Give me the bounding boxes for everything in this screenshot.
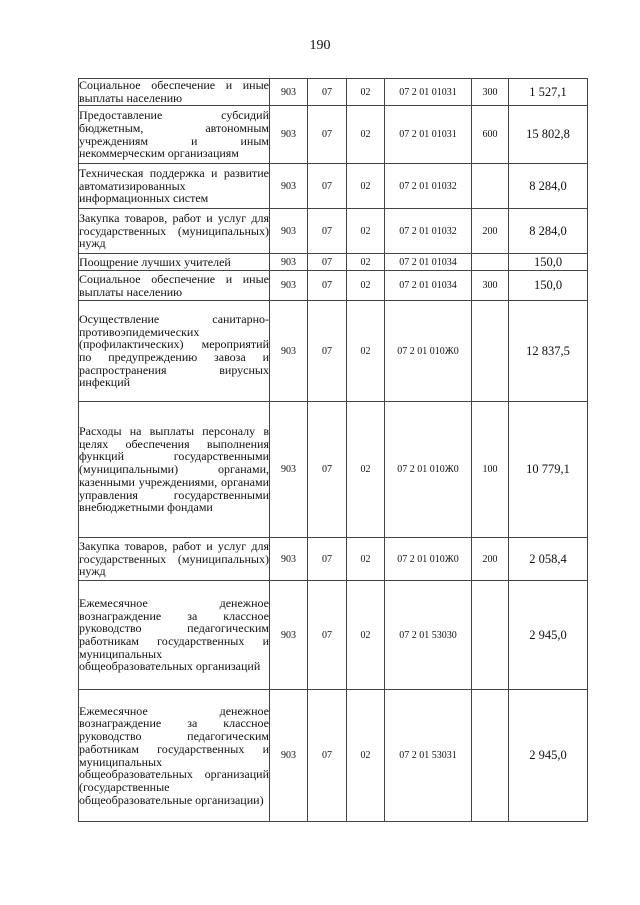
table-row <box>79 164 588 209</box>
amount: 2 945,0 <box>509 690 588 822</box>
section-code: 07 <box>308 106 347 164</box>
subsection-code: 02 <box>347 254 385 271</box>
subsection-code: 02 <box>347 402 385 538</box>
ministry-code: 903 <box>270 271 308 301</box>
subsection-code: 02 <box>347 209 385 254</box>
section-code: 07 <box>308 690 347 822</box>
expense-type-code: 300 <box>472 79 509 106</box>
ministry-code: 903 <box>270 106 308 164</box>
row-name: Расходы на выплаты персоналу в целях обеспечения выполнения функций государственными (муниципальными) органами, казенными учреждениями, органами управления государственными внебюджетными фондами <box>79 402 270 538</box>
row-name: Социальное обеспечение и иные выплаты населению <box>79 78 269 105</box>
ministry-code: 903 <box>270 254 308 271</box>
table-row <box>79 538 588 581</box>
amount: 150,0 <box>509 254 588 271</box>
subsection-code: 02 <box>347 271 385 301</box>
ministry-code: 903 <box>270 209 308 254</box>
expense-type-code: 300 <box>472 271 509 301</box>
subsection-code: 02 <box>347 538 385 581</box>
amount: 8 284,0 <box>509 164 588 209</box>
section-code: 07 <box>308 254 347 271</box>
table-row <box>79 690 588 822</box>
target-code: 07 2 01 01032 <box>385 164 472 209</box>
amount: 10 779,1 <box>509 402 588 538</box>
amount: 2 945,0 <box>509 581 588 690</box>
ministry-code: 903 <box>270 79 308 106</box>
ministry-code: 903 <box>270 164 308 209</box>
amount: 150,0 <box>509 271 588 301</box>
row-name: Закупка товаров, работ и услуг для государственных (муниципальных) нужд <box>79 209 270 254</box>
row-name: Техническая поддержка и развитие автоматизированных информационных систем <box>79 164 270 209</box>
target-code: 07 2 01 01031 <box>385 106 472 164</box>
section-code: 07 <box>308 271 347 301</box>
table-row <box>79 402 588 538</box>
table-row <box>79 581 588 690</box>
target-code: 07 2 01 01031 <box>385 79 472 106</box>
target-code: 07 2 01 53030 <box>385 581 472 690</box>
expense-type-code <box>472 581 509 690</box>
expense-type-code <box>472 690 509 822</box>
row-name: Ежемесячное денежное вознаграждение за классное руководство педагогическим работникам государственных и муниципальных общеобразовательных организаций <box>79 581 270 690</box>
row-name: Ежемесячное денежное вознаграждение за классное руководство педагогическим работникам государственных и муниципальных общеобразовательных организаций (государственные общеобразовательные организации) <box>79 690 270 822</box>
page-number: 190 <box>309 38 331 53</box>
subsection-code: 02 <box>347 79 385 106</box>
section-code: 07 <box>308 538 347 581</box>
ministry-code: 903 <box>270 301 308 402</box>
expense-type-code: 600 <box>472 106 509 164</box>
expense-type-code <box>472 254 509 271</box>
section-code: 07 <box>308 164 347 209</box>
section-code: 07 <box>308 581 347 690</box>
row-name: Поощрение лучших учителей <box>79 254 270 271</box>
section-code: 07 <box>308 79 347 106</box>
table-row <box>79 79 588 106</box>
target-code: 07 2 01 53031 <box>385 690 472 822</box>
section-code: 07 <box>308 209 347 254</box>
section-code: 07 <box>308 402 347 538</box>
subsection-code: 02 <box>347 106 385 164</box>
ministry-code: 903 <box>270 690 308 822</box>
row-name: Предоставление субсидий бюджетным, автономным учреждениям и иным некоммерческим организациям <box>79 106 270 164</box>
ministry-code: 903 <box>270 581 308 690</box>
expense-type-code: 200 <box>472 209 509 254</box>
row-name: Осуществление санитарно-противоэпидемических (профилактических) мероприятий по предупреждению завоза и распространения вирусных инфекций <box>79 301 270 402</box>
expense-type-code <box>472 301 509 402</box>
subsection-code: 02 <box>347 301 385 402</box>
amount: 2 058,4 <box>509 538 588 581</box>
subsection-code: 02 <box>347 164 385 209</box>
table-row <box>79 254 588 271</box>
row-name: Закупка товаров, работ и услуг для государственных (муниципальных) нужд <box>79 538 270 581</box>
row-name: Социальное обеспечение и иные выплаты населению <box>79 271 269 299</box>
target-code: 07 2 01 010Ж0 <box>385 538 472 581</box>
expense-type-code: 200 <box>472 538 509 581</box>
amount: 15 802,8 <box>509 106 588 164</box>
expense-type-code <box>472 164 509 209</box>
target-code: 07 2 01 01034 <box>385 254 472 271</box>
target-code: 07 2 01 010Ж0 <box>385 301 472 402</box>
table-row <box>79 106 588 164</box>
budget-table <box>78 78 588 822</box>
target-code: 07 2 01 01032 <box>385 209 472 254</box>
amount: 1 527,1 <box>509 79 588 106</box>
target-code: 07 2 01 010Ж0 <box>385 402 472 538</box>
target-code: 07 2 01 01034 <box>385 271 472 301</box>
subsection-code: 02 <box>347 581 385 690</box>
table-row <box>79 209 588 254</box>
table-row <box>79 301 588 402</box>
ministry-code: 903 <box>270 538 308 581</box>
amount: 12 837,5 <box>509 301 588 402</box>
amount: 8 284,0 <box>509 209 588 254</box>
subsection-code: 02 <box>347 690 385 822</box>
ministry-code: 903 <box>270 402 308 538</box>
expense-type-code: 100 <box>472 402 509 538</box>
table-row <box>79 271 588 301</box>
section-code: 07 <box>308 301 347 402</box>
